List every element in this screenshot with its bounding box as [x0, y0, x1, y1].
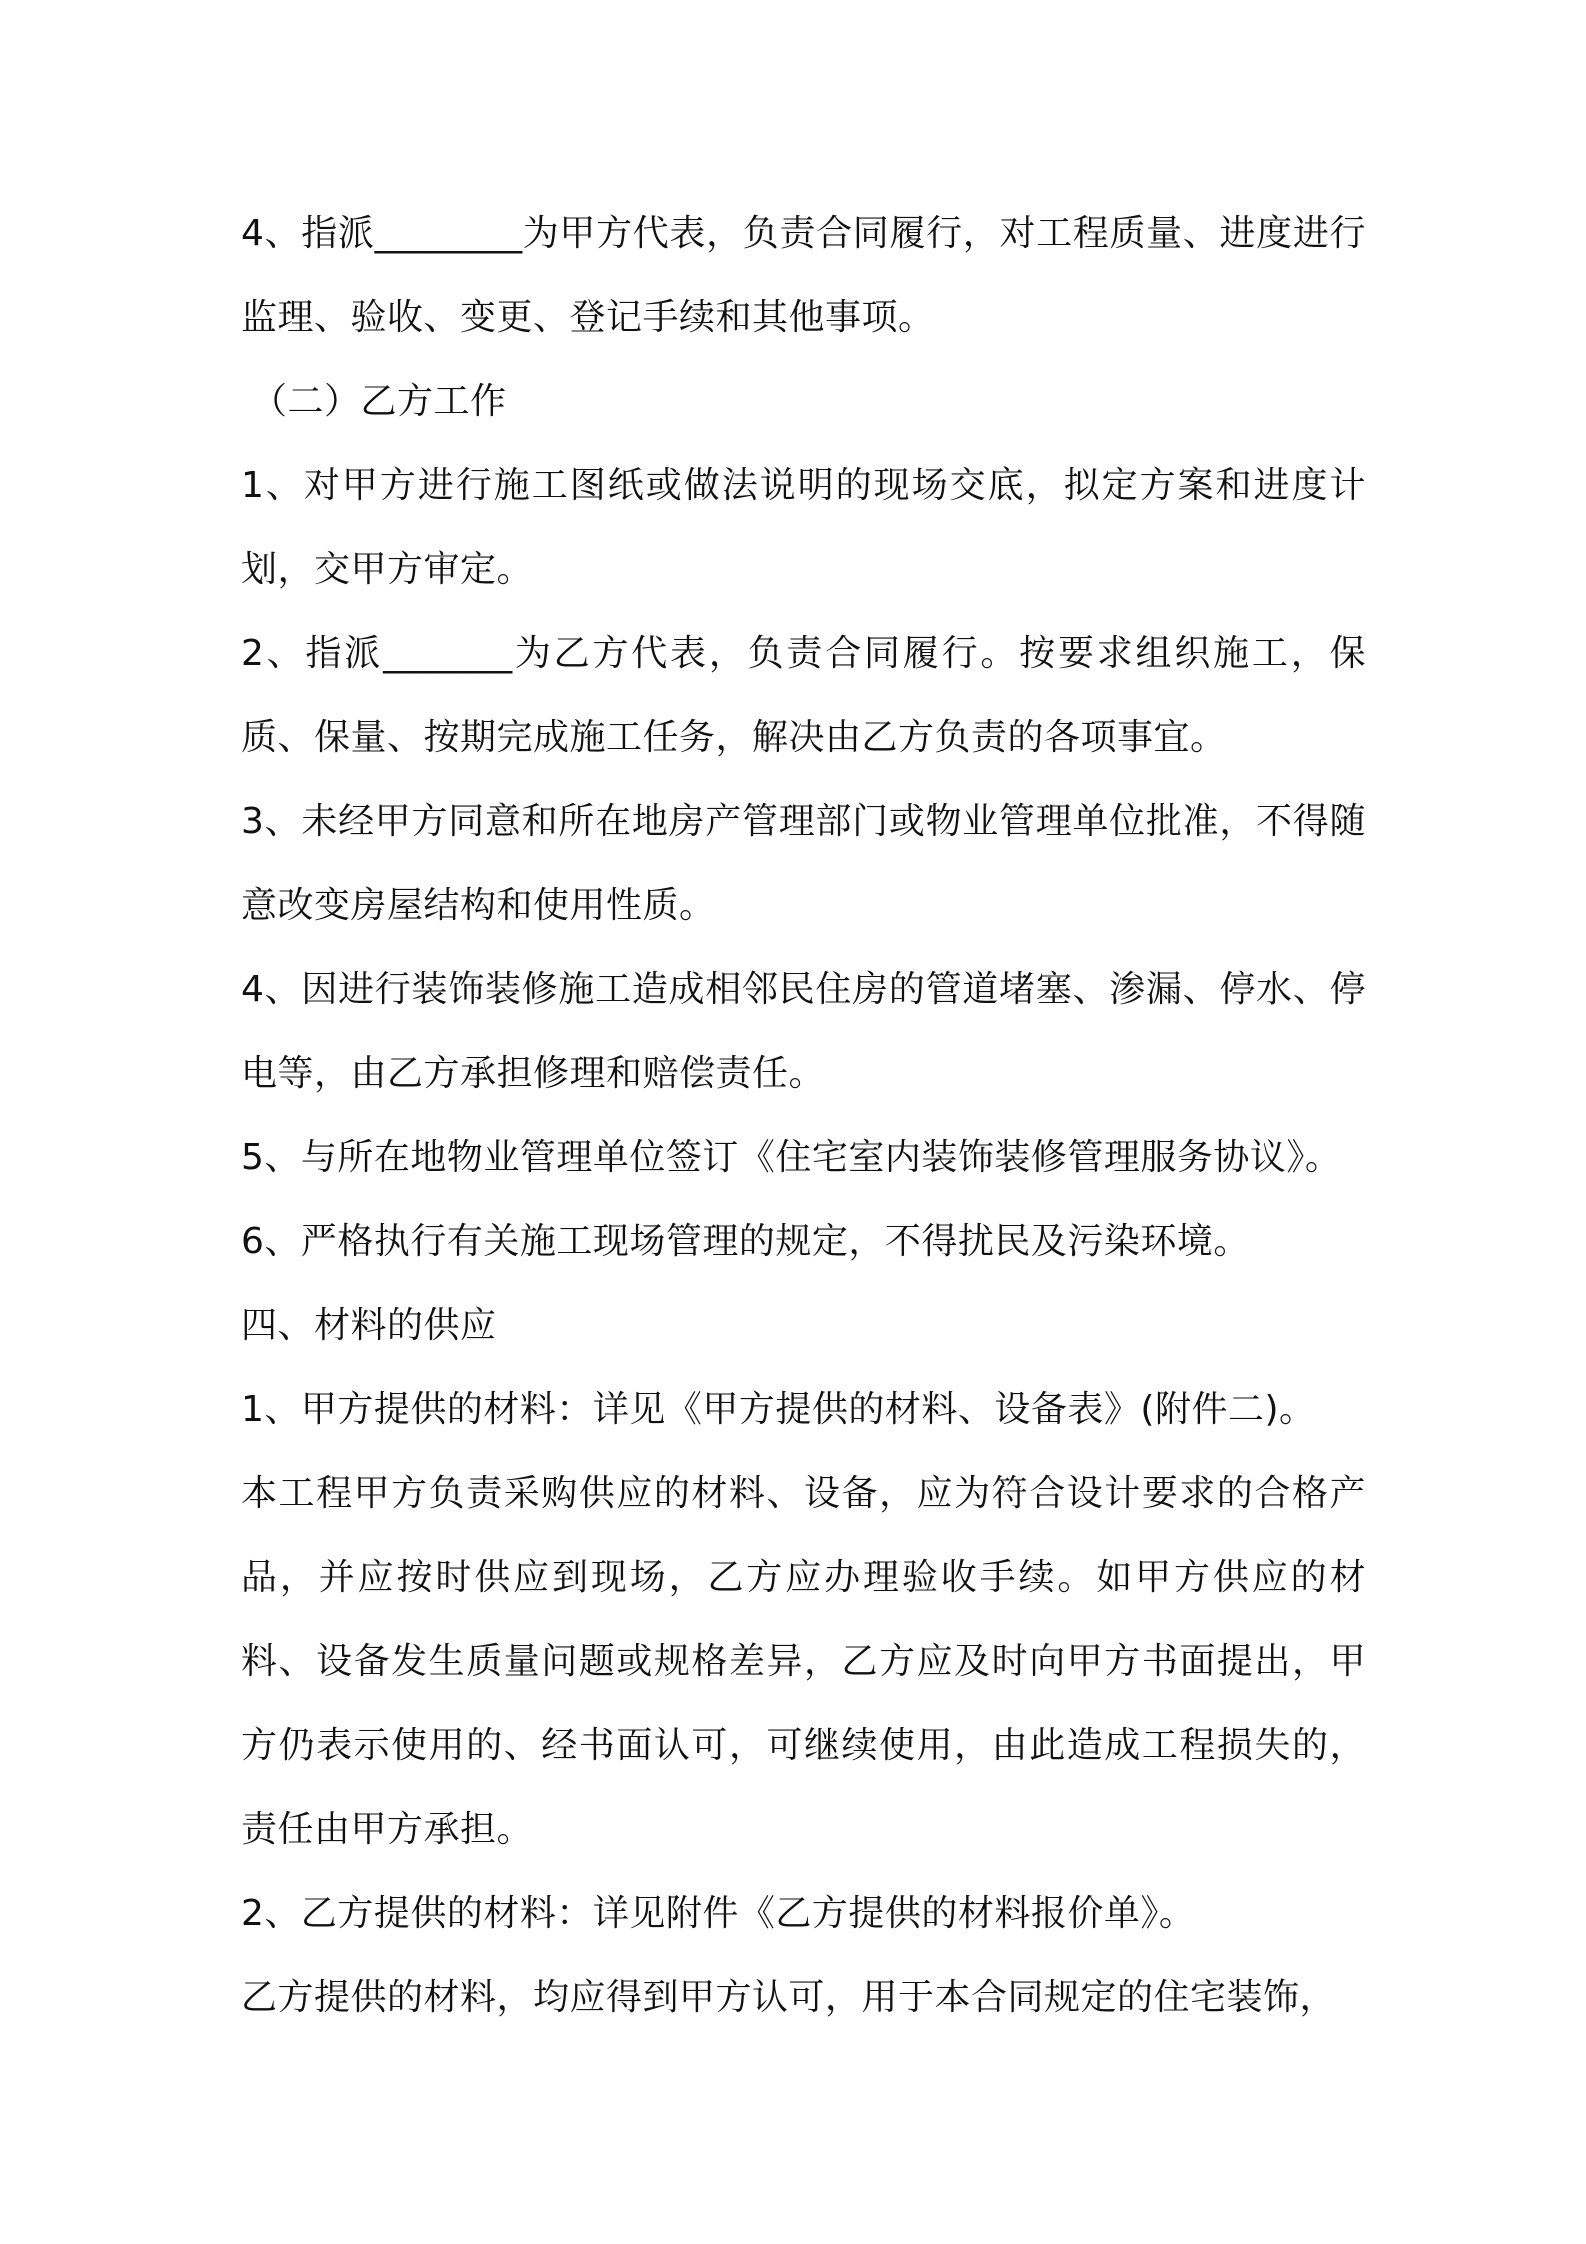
section-heading-materials-supply: 四、材料的供应 — [241, 1305, 497, 1346]
section-heading-party-b-work: （二）乙方工作 — [251, 381, 507, 422]
paragraph-materials-item-2: 2、乙方提供的材料：详见附件《乙方提供的材料报价单》。 — [241, 1893, 1196, 1934]
paragraph-b-item-2: 2、指派_______为乙方代表，负责合同履行。按要求组织施工，保质、保量、按期完成施工任务，解决由乙方负责的各项事宜。 — [241, 633, 1366, 758]
paragraph-b-item-5: 5、与所在地物业管理单位签订《住宅室内装饰装修管理服务协议》。 — [241, 1137, 1342, 1178]
paragraph-b-item-4: 4、因进行装饰装修施工造成相邻民住房的管道堵塞、渗漏、停水、停电等，由乙方承担修理和赔偿责任。 — [241, 969, 1366, 1094]
paragraph-appoint-party-a-representative: 4、指派________为甲方代表，负责合同履行，对工程质量、进度进行监理、验收、变更、登记手续和其他事项。 — [241, 213, 1366, 338]
paragraph-b-item-3: 3、未经甲方同意和所在地房产管理部门或物业管理单位批准，不得随意改变房屋结构和使用性质。 — [241, 801, 1366, 926]
paragraph-materials-item-1: 1、甲方提供的材料：详见《甲方提供的材料、设备表》(附件二)。 — [241, 1389, 1316, 1430]
paragraph-b-item-1: 1、对甲方进行施工图纸或做法说明的现场交底，拟定方案和进度计划，交甲方审定。 — [241, 465, 1366, 590]
document-body — [241, 192, 1366, 2040]
paragraph-party-a-materials-detail: 本工程甲方负责采购供应的材料、设备，应为符合设计要求的合格产品，并应按时供应到现场，乙方应办理验收手续。如甲方供应的材料、设备发生质量问题或规格差异，乙方应及时向甲方书面提出，甲方仍表示使用的、经书面认可，可继续使用，由此造成工程损失的，责任由甲方承担。 — [241, 1473, 1366, 1850]
paragraph-party-b-materials-detail: 乙方提供的材料，均应得到甲方认可，用于本合同规定的住宅装饰， — [241, 1977, 1337, 2018]
paragraph-b-item-6: 6、严格执行有关施工现场管理的规定，不得扰民及污染环境。 — [241, 1221, 1250, 1262]
